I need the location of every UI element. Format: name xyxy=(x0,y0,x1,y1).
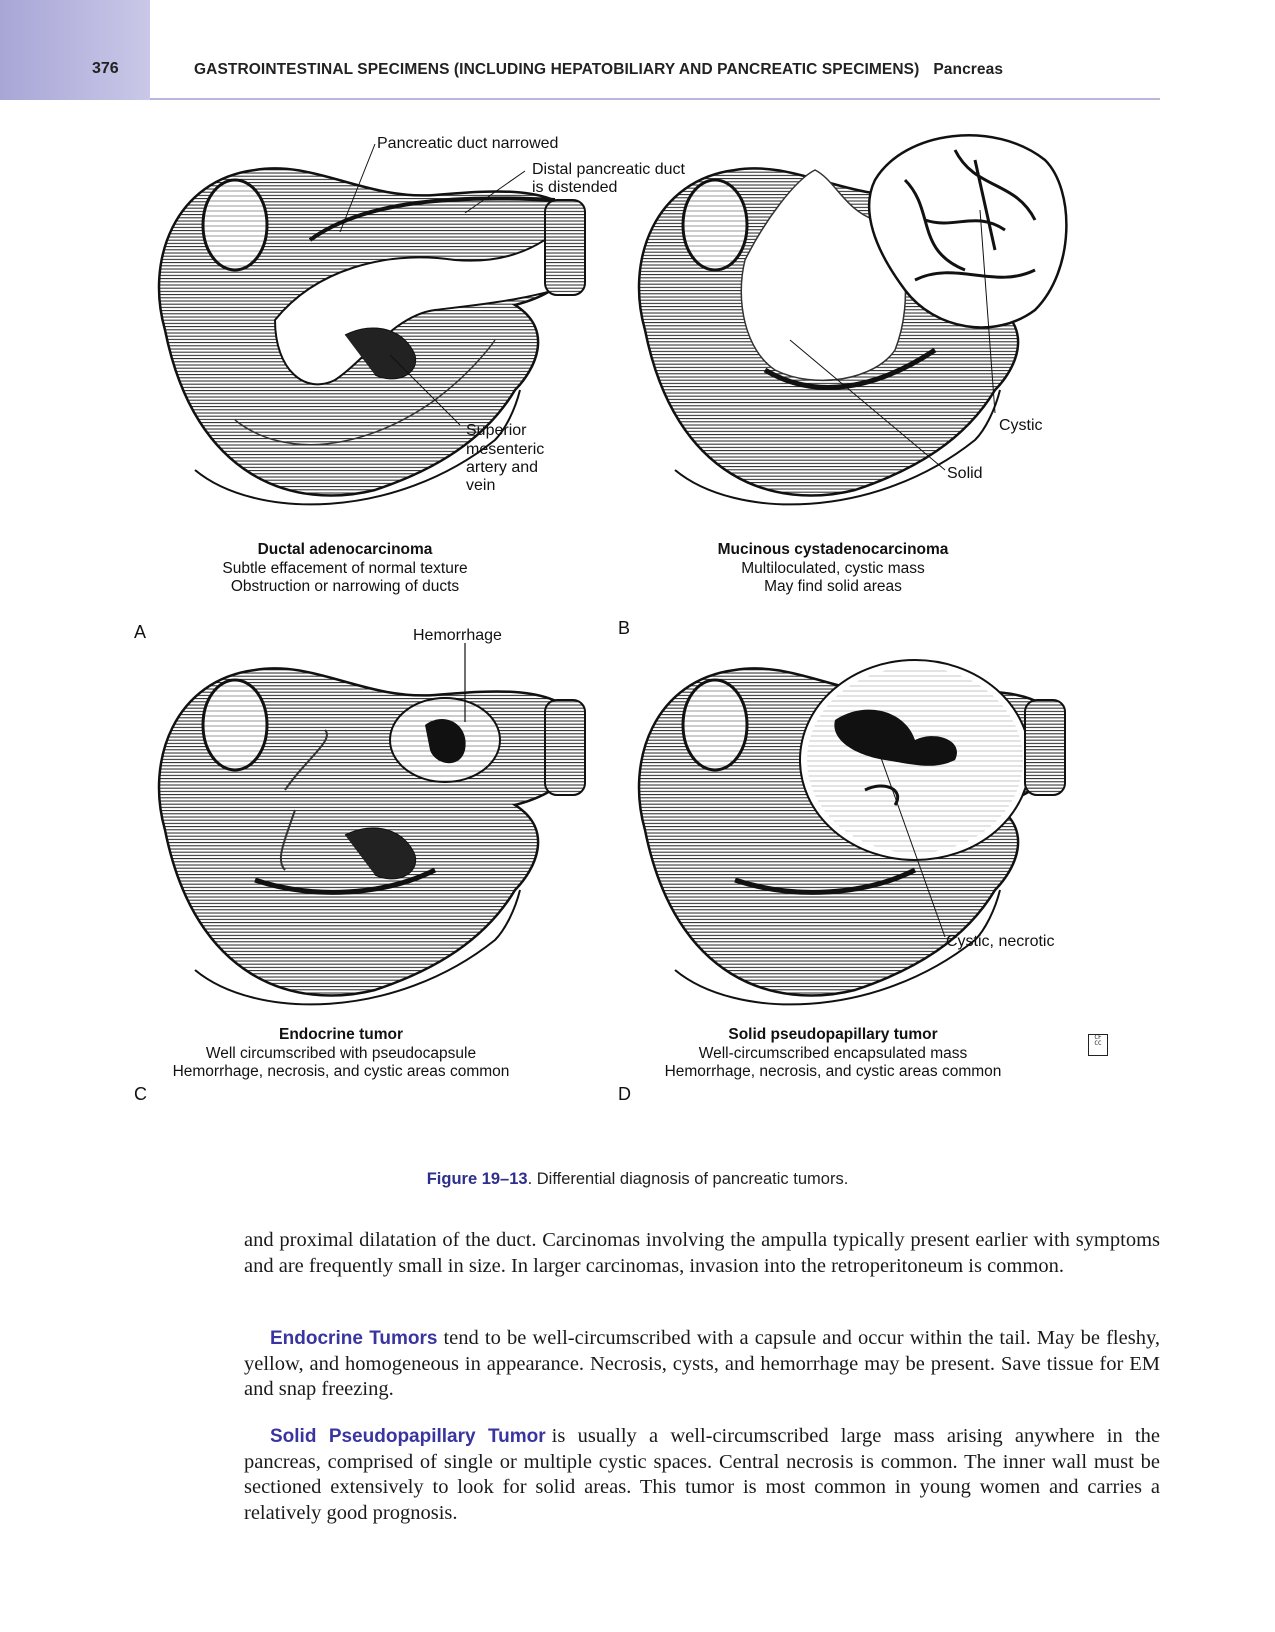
illustration-endocrine-tumor xyxy=(135,640,605,1030)
paragraph-solid-pseudopapillary xyxy=(244,1424,1160,1526)
panel-letter-d: D xyxy=(618,1084,631,1104)
running-header-section: Pancreas xyxy=(933,61,1004,78)
page-tab xyxy=(0,0,150,100)
caption-c-line-1: Well circumscribed with pseudocapsule xyxy=(205,1044,477,1062)
label-distal-duct-2: is distended xyxy=(532,179,618,196)
caption-c-title: Endocrine tumor xyxy=(278,1026,403,1043)
illustration-ductal-adenocarcinoma xyxy=(135,140,605,540)
illustration-mucinous-cystadenocarcinoma xyxy=(615,120,1085,540)
illustration-solid-pseudopapillary-tumor xyxy=(615,640,1085,1030)
label-sma-1: Superior xyxy=(466,422,527,439)
caption-c-line-2: Hemorrhage, necrosis, and cystic areas common xyxy=(172,1063,510,1080)
label-sma-3: artery and xyxy=(466,459,539,476)
heading-endocrine-tumors: Endocrine Tumors xyxy=(270,1328,438,1349)
label-solid: Solid xyxy=(947,465,983,482)
caption-d-title: Solid pseudopapillary tumor xyxy=(728,1026,938,1043)
running-header xyxy=(194,61,1003,79)
figure-caption-text: . Differential diagnosis of pancreatic tumors. xyxy=(527,1170,849,1188)
label-sma-4: vein xyxy=(466,477,496,494)
artist-monogram: CF CC xyxy=(1088,1034,1108,1056)
panel-letter-b: B xyxy=(618,618,631,638)
figure-number: Figure 19–13 xyxy=(426,1170,528,1188)
header-rule xyxy=(150,98,1160,100)
caption-b-line-2: May find solid areas xyxy=(764,578,902,595)
caption-a-line-1: Subtle effacement of normal texture xyxy=(222,559,468,577)
paragraph-solid-pseudopapillary-text: is usually a well-circumscribed large mass arising anywhere in the pancreas, comprised of single or multiple cystic spaces. Central necrosis is common. The inner wall must be sectioned extensively to look for solid areas. This tumor is most common in young women and carries a relatively good prognosis. xyxy=(244,1425,1160,1524)
paragraph-endocrine-text: tend to be well-circumscribed with a capsule and occur within the tail. May be fleshy, yellow, and homogeneous in appearance. Necrosis, cysts, and hemorrhage may be present. Save tissue for EM and snap freezing. xyxy=(244,1327,1160,1400)
paragraph-endocrine-tumors xyxy=(244,1326,1160,1403)
caption-a xyxy=(135,541,555,597)
panel-letter-c: C xyxy=(134,1084,147,1104)
label-pancreatic-duct-narrowed: Pancreatic duct narrowed xyxy=(377,135,559,152)
page-number: 376 xyxy=(92,60,119,77)
label-cystic-necrotic: Cystic, necrotic xyxy=(946,933,1055,950)
caption-d-line-2: Hemorrhage, necrosis, and cystic areas common xyxy=(664,1063,1002,1080)
figure-caption xyxy=(0,1170,1275,1189)
running-header-title: GASTROINTESTINAL SPECIMENS (INCLUDING HEPATOBILIARY AND PANCREATIC SPECIMENS) xyxy=(194,61,920,78)
label-distal-duct-1: Distal pancreatic duct xyxy=(532,161,685,178)
caption-b-title: Mucinous cystadenocarcinoma xyxy=(717,541,949,558)
panel-letter-a: A xyxy=(134,622,147,642)
caption-d xyxy=(623,1026,1043,1082)
label-sma-2: mesenteric xyxy=(466,441,545,458)
caption-b xyxy=(623,541,1043,597)
caption-b-line-1: Multiloculated, cystic mass xyxy=(741,559,925,577)
caption-a-line-2: Obstruction or narrowing of ducts xyxy=(230,578,460,595)
heading-solid-pseudopapillary: Solid Pseudopapillary Tumor xyxy=(270,1426,546,1447)
caption-d-line-1: Well-circumscribed encapsulated mass xyxy=(698,1044,968,1062)
caption-c xyxy=(131,1026,551,1082)
caption-a-title: Ductal adenocarcinoma xyxy=(257,541,433,558)
paragraph-1: and proximal dilatation of the duct. Carcinomas involving the ampulla typically present earlier with symptoms and are frequently small in size. In larger carcinomas, invasion into the retroperitoneum is common. xyxy=(244,1229,1160,1277)
label-hemorrhage: Hemorrhage xyxy=(413,627,502,644)
label-cystic: Cystic xyxy=(999,417,1043,434)
